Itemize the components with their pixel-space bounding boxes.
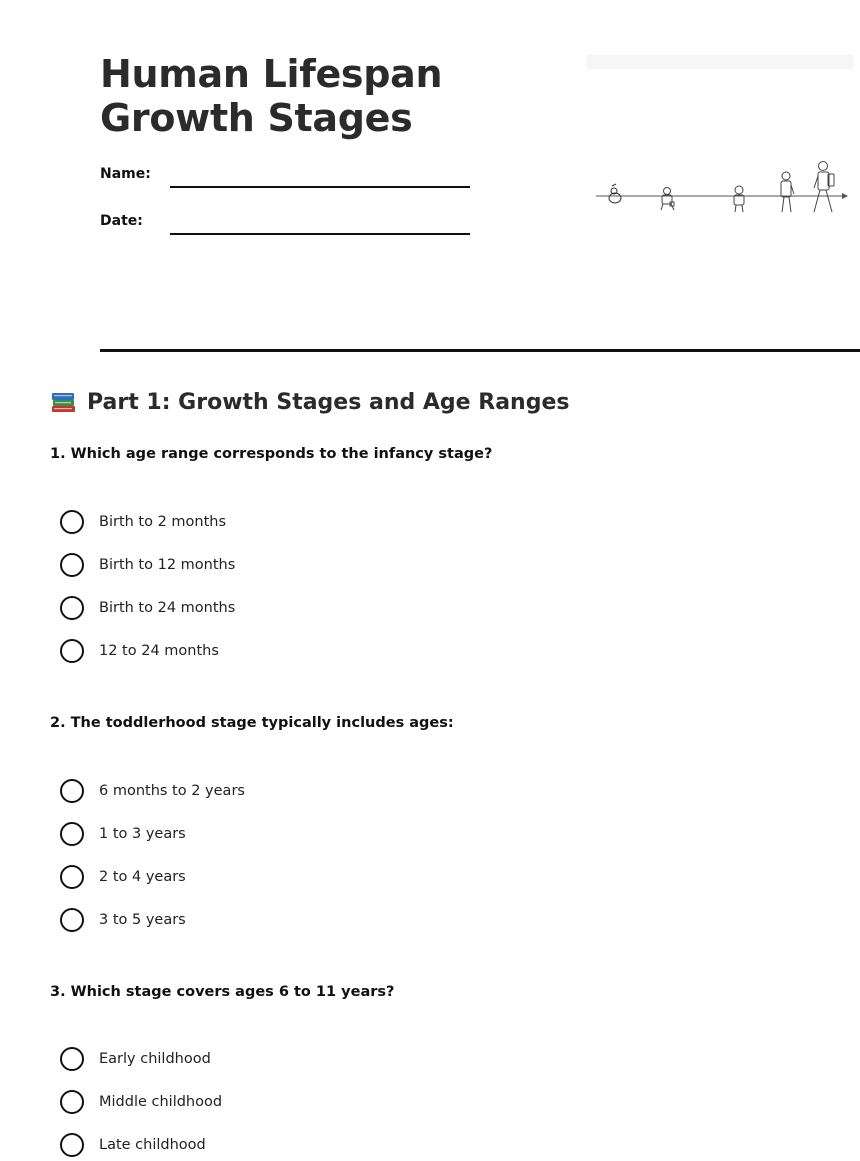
question-3-option-3[interactable] [60,1132,206,1158]
option-label: Middle childhood [99,1094,223,1110]
question-3-option-1[interactable] [60,1046,211,1072]
option-label: 6 months to 2 years [99,783,245,799]
option-label: 2 to 4 years [99,869,186,885]
header-divider [100,349,860,352]
radio-button[interactable] [60,1047,84,1071]
radio-button[interactable] [60,779,84,803]
question-1-option-4[interactable] [60,638,219,664]
question-1-option-1[interactable] [60,509,226,535]
option-label: Late childhood [99,1137,206,1153]
faint-image-strip [586,55,854,69]
radio-button[interactable] [60,639,84,663]
radio-button[interactable] [60,1090,84,1114]
page-title: Human Lifespan Growth Stages [100,52,443,140]
radio-button[interactable] [60,553,84,577]
adolescent-figure [814,162,834,213]
worksheet-header [50,0,810,352]
child-figure [781,172,794,212]
radio-button[interactable] [60,596,84,620]
question-2-option-2[interactable] [60,821,186,847]
option-label: 12 to 24 months [99,643,219,659]
question-2-option-4[interactable] [60,907,186,933]
toddler-figure [734,186,744,212]
lifespan-growth-illustration [590,150,850,230]
question-2-text: 2. The toddlerhood stage typically includes ages: [50,715,454,731]
radio-button[interactable] [60,822,84,846]
question-1-option-2[interactable] [60,552,235,578]
question-3-option-2[interactable] [60,1089,222,1115]
option-label: 1 to 3 years [99,826,186,842]
date-field-row [100,213,470,239]
date-write-line[interactable] [170,213,470,235]
part1-heading-text: Part 1: Growth Stages and Age Ranges [87,389,570,415]
option-label: 3 to 5 years [99,912,186,928]
radio-button[interactable] [60,1133,84,1157]
question-1-text: 1. Which age range corresponds to the infancy stage? [50,446,493,462]
question-1-option-3[interactable] [60,595,235,621]
question-2-option-1[interactable] [60,778,245,804]
option-label: Birth to 2 months [99,514,227,530]
question-2-option-3[interactable] [60,864,186,890]
option-label: Early childhood [99,1051,211,1067]
option-label: Birth to 12 months [99,557,236,573]
question-3-text: 3. Which stage covers ages 6 to 11 years? [50,984,395,1000]
books-icon [50,389,77,415]
part1-heading [50,389,569,415]
radio-button[interactable] [60,908,84,932]
radio-button[interactable] [60,865,84,889]
radio-button[interactable] [60,510,84,534]
baby-figure [609,184,621,203]
name-label: Name: [100,166,151,182]
name-field-row [100,166,470,192]
infant-figure [661,188,674,211]
date-label: Date: [100,213,143,229]
option-label: Birth to 24 months [99,600,236,616]
name-write-line[interactable] [170,166,470,188]
